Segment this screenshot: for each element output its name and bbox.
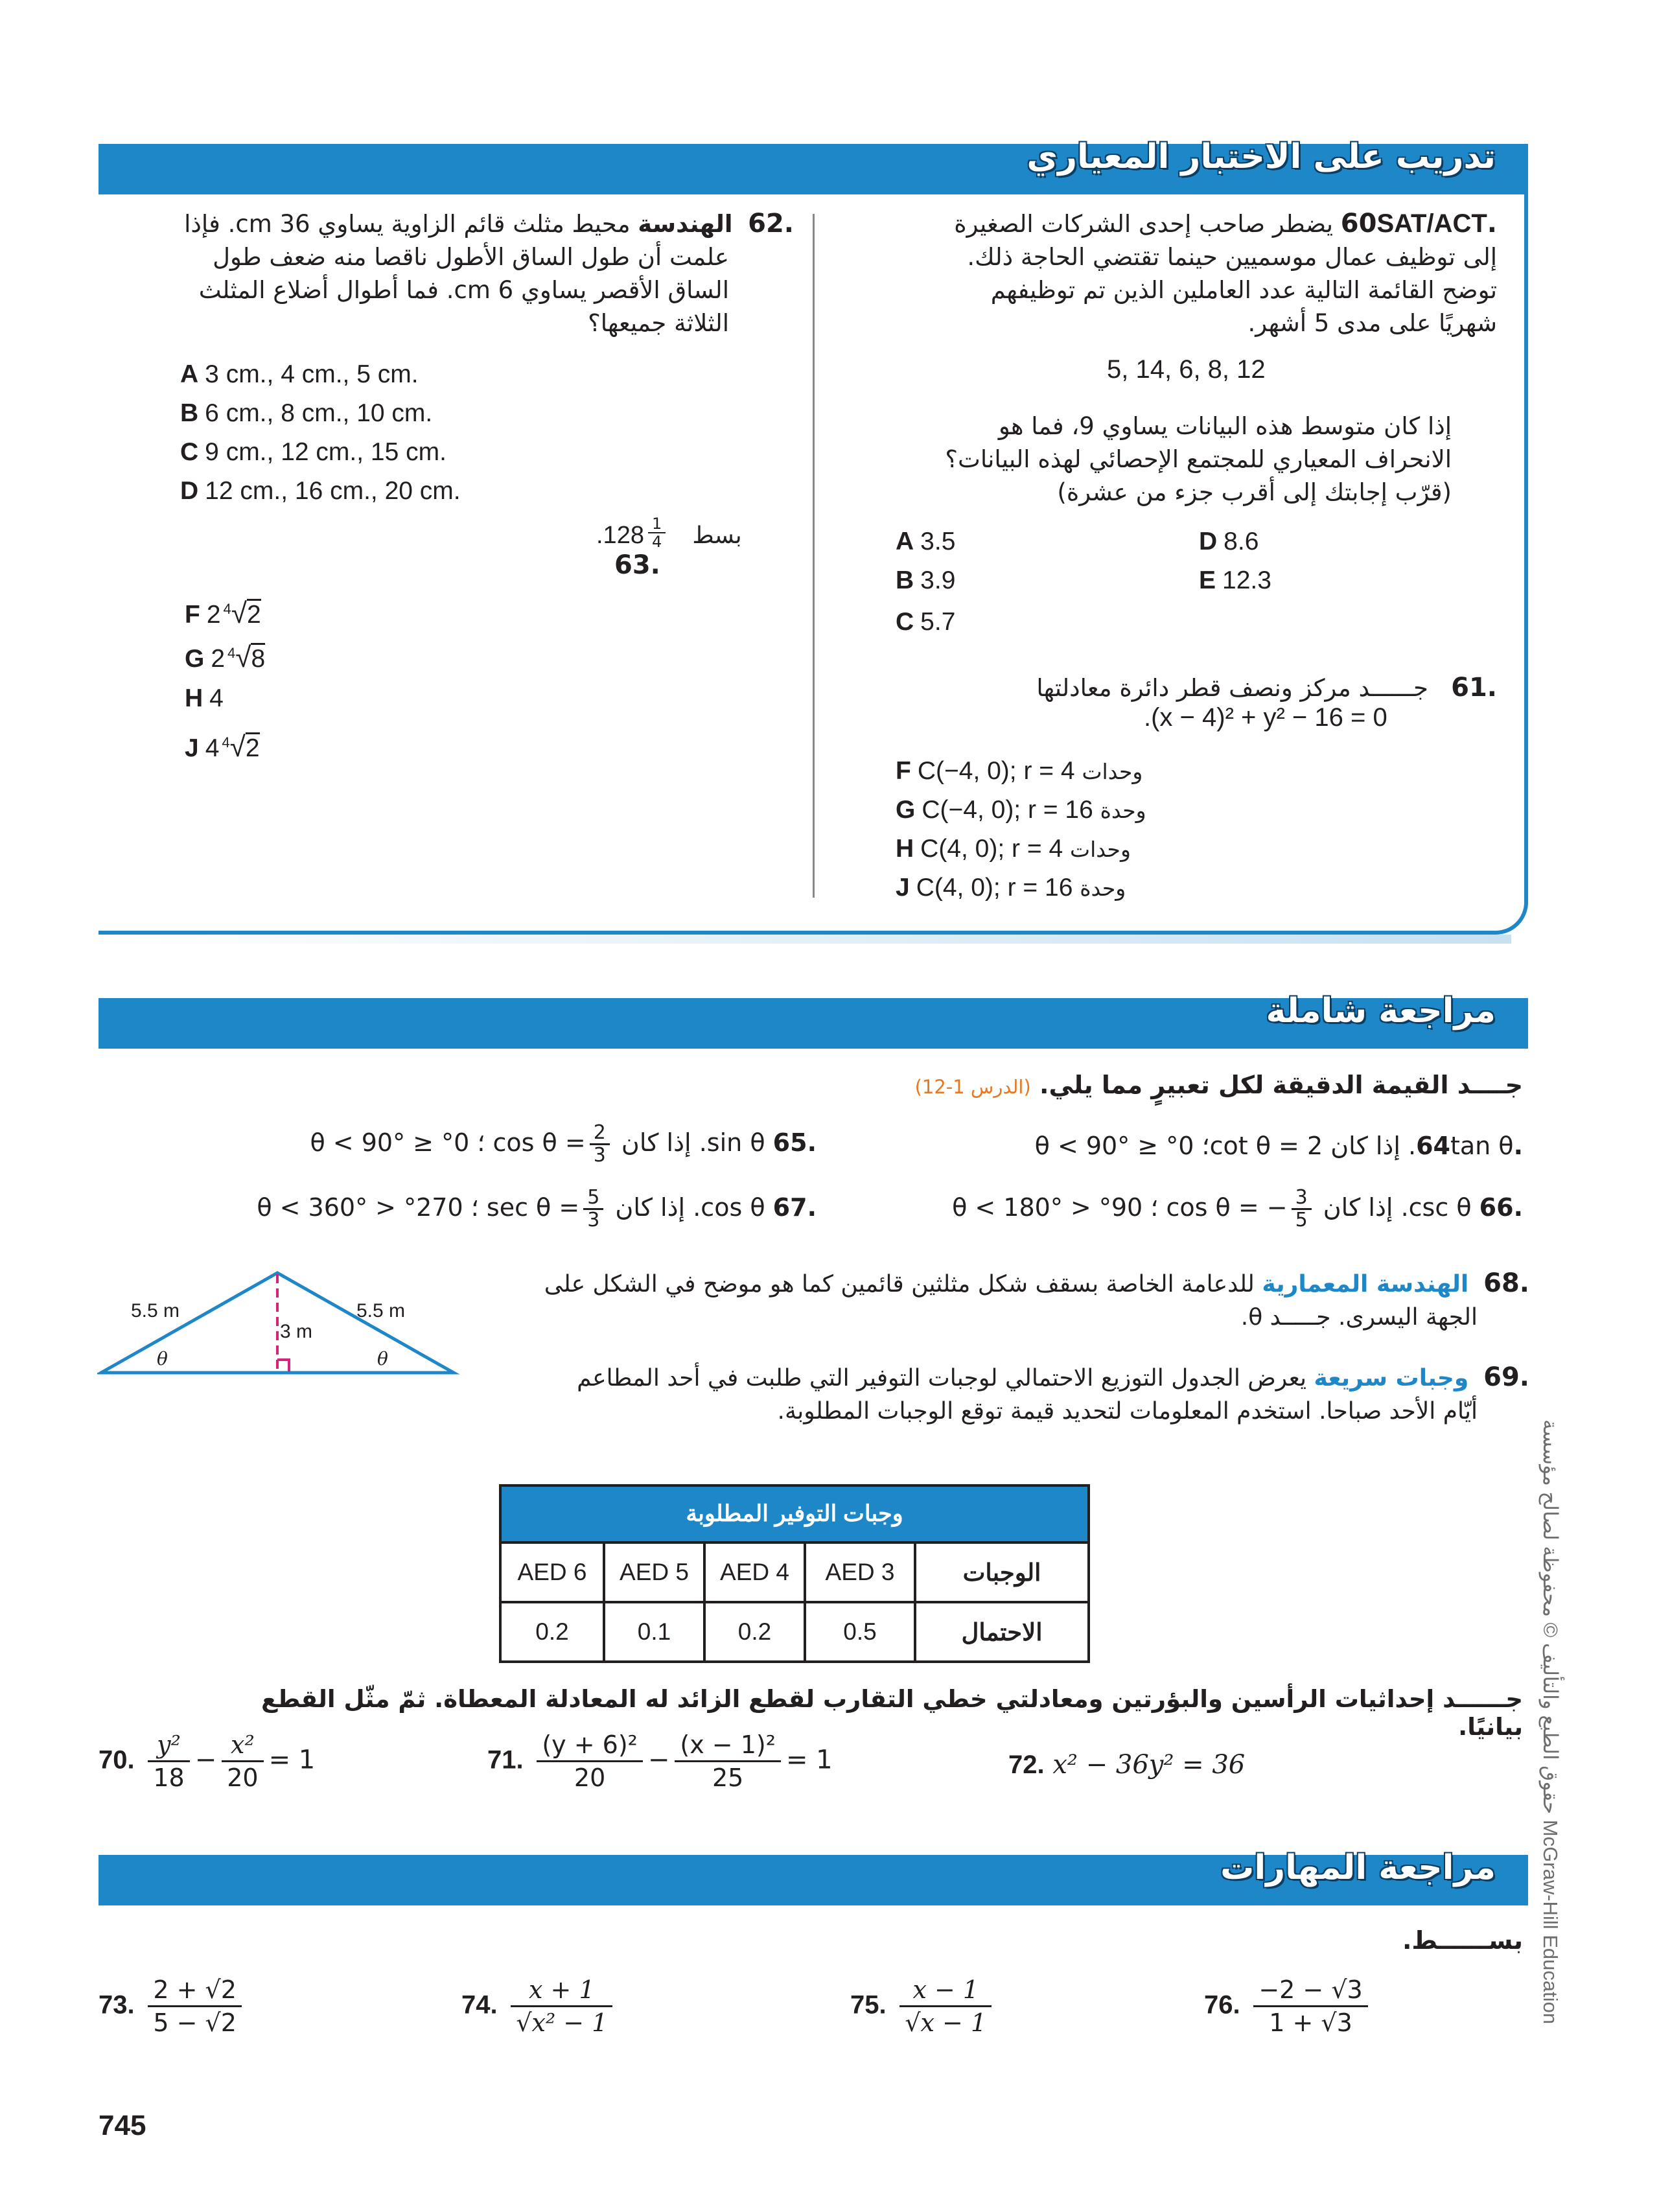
- q67-expr: [486, 1186, 607, 1231]
- column-divider: [813, 214, 815, 898]
- operator: −: [194, 1745, 217, 1775]
- q60-choice-b[interactable]: [896, 561, 955, 600]
- q60-question-line: (قرّب إجابتك إلى أقرب جزء من عشرة): [1057, 478, 1452, 506]
- q64-number: .64: [1416, 1132, 1523, 1160]
- q61-number: .61: [1451, 673, 1497, 703]
- choice-letter: A: [180, 360, 199, 388]
- radical-icon: √: [235, 642, 251, 673]
- instruction-text: جــــد القيمة الدقيقة لكل تعبيرٍ مما يلي.: [1039, 1071, 1523, 1099]
- choice-unit: وحدة: [1080, 876, 1126, 900]
- q62-number: .62: [748, 209, 794, 239]
- denominator: 18: [153, 1764, 185, 1792]
- table-cell: AED 5: [604, 1543, 704, 1602]
- choice-letter: H: [896, 835, 914, 863]
- table-cell: 0.5: [805, 1602, 915, 1662]
- table-title-row: [500, 1485, 1089, 1543]
- q60-line: يضطر صاحب إحدى الشركات الصغيرة: [954, 210, 1333, 238]
- coef: 4: [209, 684, 224, 712]
- denominator: 20: [574, 1764, 606, 1792]
- choice-letter: B: [180, 399, 199, 427]
- q60-line: شهريًا على مدى 5 أشهر.: [1247, 309, 1497, 337]
- q60-line: إلى توظيف عمال موسميين حينما تقتضي الحاجة ذلك.: [967, 243, 1497, 271]
- table-row-label: الوجبات: [915, 1543, 1089, 1602]
- q60-tag: SAT/ACT: [1376, 209, 1487, 238]
- hyperbola-instruction: جــــــد إحداثيات الرأسين والبؤرتين ومعادلتي خطي التقارب لقطع الزائد له المعادلة المعطاة. ثمّ مثّل القطع بيانيًا.: [261, 1685, 1523, 1741]
- height-label: 3 m: [280, 1321, 313, 1342]
- q65-func: sin θ.: [699, 1128, 765, 1157]
- q69-number: .69: [1483, 1362, 1529, 1392]
- q66-range: ؛ 90° < θ < 180°: [952, 1193, 1159, 1222]
- table-cell: AED 6: [500, 1543, 604, 1602]
- coef: 2: [211, 645, 226, 673]
- q62-line: الساق الأقصر يساوي 6 cm. فما أطوال أضلاع المثلث: [198, 276, 729, 304]
- choice-letter: H: [185, 684, 203, 712]
- lhs: sec θ =: [486, 1193, 580, 1222]
- choice-letter: F: [896, 757, 911, 785]
- q68-number: .68: [1483, 1268, 1529, 1298]
- q66-expr: [1166, 1186, 1315, 1231]
- numerator: (y + 6)²: [537, 1729, 643, 1762]
- angle-left-label: θ: [157, 1348, 168, 1369]
- choice-letter: D: [1199, 528, 1218, 555]
- q60-number: .60: [1340, 209, 1497, 239]
- q68: [505, 1267, 1529, 1334]
- choice-unit: وحدات: [1070, 837, 1131, 861]
- q69-line: أيّام الأحد صباحا. استخدم المعلومات لتحديد قيمة توقع الوجبات المطلوبة.: [777, 1398, 1478, 1425]
- angle-right-label: θ: [377, 1348, 388, 1369]
- q70: [99, 1729, 315, 1793]
- q63-choice-f[interactable]: [185, 590, 261, 634]
- numerator: x − 1: [899, 1974, 992, 2007]
- q60: [868, 207, 1497, 340]
- review-instruction: [842, 1071, 1523, 1099]
- numerator: x²: [222, 1729, 263, 1762]
- q62-line: الثلاثة جميعها؟: [588, 309, 729, 337]
- q73: [99, 1974, 247, 2038]
- q61-choice-g[interactable]: [896, 791, 1146, 830]
- right-angle-mark: [277, 1360, 289, 1371]
- fraction: [511, 1974, 612, 2038]
- q60-data: 5, 14, 6, 8, 12: [1107, 355, 1266, 384]
- root-index: 4: [223, 601, 231, 617]
- fraction: [583, 1187, 603, 1231]
- table-row: [500, 1602, 1089, 1662]
- q62-choice-a[interactable]: [180, 355, 419, 394]
- q75-number: 75.: [850, 1990, 887, 2020]
- choice-letter: G: [185, 645, 205, 673]
- fraction: [148, 1974, 242, 2038]
- q67-number: .67: [772, 1193, 817, 1222]
- rhs: = 1: [785, 1745, 833, 1775]
- q60-question-line: الانحراف المعياري للمجتمع الإحصائي لهذه البيانات؟: [945, 445, 1452, 473]
- choice-value: 6 cm., 8 cm., 10 cm.: [205, 399, 433, 427]
- roof-truss-diagram: [97, 1264, 460, 1380]
- fraction: [222, 1729, 263, 1793]
- q61-equation: .(x − 4)² + y² − 16 = 0: [1144, 703, 1387, 732]
- q65-range: ؛ 0° ≤ θ < 90°: [310, 1128, 485, 1157]
- numerator: 5: [583, 1187, 603, 1210]
- q63-exponent: [648, 515, 666, 550]
- choice-letter: D: [180, 477, 199, 505]
- fraction: [675, 1729, 781, 1793]
- choice-value: C(4, 0); r = 4: [920, 835, 1063, 863]
- lesson-ref: (الدرس 1-12): [914, 1076, 1031, 1098]
- choice-value: 8.6: [1224, 528, 1259, 555]
- q71-number: 71.: [487, 1745, 524, 1775]
- q67-cond: إذا كان: [615, 1193, 686, 1222]
- lhs: cos θ = −: [1166, 1193, 1288, 1222]
- q64: [972, 1132, 1523, 1160]
- q65-expr: [493, 1121, 614, 1167]
- q74: [461, 1974, 618, 2038]
- radicand: 2: [247, 599, 261, 629]
- q68-keyword: الهندسة المعمارية: [1262, 1271, 1469, 1298]
- q63-base: .128: [596, 522, 644, 549]
- q63-text: بسط: [692, 522, 742, 549]
- q61-text: جــــــد مركز ونصف قطر دائرة معادلتها: [1036, 674, 1428, 702]
- q60-choice-d[interactable]: [1199, 522, 1259, 561]
- q66-func: csc θ.: [1400, 1193, 1472, 1222]
- lhs: cos θ =: [493, 1128, 586, 1157]
- fraction: [537, 1729, 643, 1793]
- numerator: 3: [1292, 1187, 1312, 1210]
- radicand: 2: [246, 732, 260, 762]
- q72: [1008, 1750, 1245, 1780]
- operator: −: [647, 1745, 670, 1775]
- q75: [850, 1974, 997, 2038]
- q62-choice-b[interactable]: [180, 394, 432, 433]
- numerator: 2: [590, 1123, 610, 1145]
- table-cell: AED 3: [805, 1543, 915, 1602]
- table-cell: 0.2: [704, 1602, 805, 1662]
- radicand: 8: [251, 643, 265, 673]
- q66-cond: إذا كان: [1323, 1193, 1393, 1222]
- q60-choice-a[interactable]: [896, 522, 955, 561]
- fraction: [1253, 1974, 1367, 2038]
- fraction: [148, 1729, 189, 1793]
- right-side-label: 5.5 m: [356, 1300, 406, 1321]
- skills-instruction: بســــــط.: [1402, 1926, 1523, 1955]
- page-number: 745: [99, 2110, 146, 2141]
- table-cell: AED 4: [704, 1543, 805, 1602]
- numerator: 2 + √2: [148, 1974, 242, 2007]
- skills-title: مراجعة المهارات: [1220, 1848, 1496, 1887]
- q63-choice-g[interactable]: [185, 634, 265, 679]
- q67: [194, 1187, 817, 1231]
- meal-probability-table: [499, 1484, 1090, 1663]
- choice-letter: J: [896, 874, 910, 902]
- exp-num: 1: [648, 515, 666, 533]
- fraction: [1292, 1187, 1312, 1231]
- box-shadow: [99, 935, 1511, 944]
- q62: [162, 207, 794, 340]
- table-row: [500, 1543, 1089, 1602]
- q73-number: 73.: [99, 1990, 135, 2020]
- q60-choice-c[interactable]: [896, 603, 955, 642]
- choice-value: C(4, 0); r = 16: [916, 874, 1073, 902]
- choice-value: 12 cm., 16 cm., 20 cm.: [205, 477, 461, 505]
- q62-keyword: الهندسة: [638, 210, 733, 238]
- rhs: = 1: [268, 1745, 316, 1775]
- denominator: 3: [587, 1209, 600, 1231]
- q65-cond: إذا كان: [621, 1128, 691, 1157]
- q60-line: توضح القائمة التالية عدد العاملين الذين تم توظيفهم: [990, 276, 1497, 304]
- q61: [972, 671, 1497, 704]
- q60-question-line: إذا كان متوسط هذه البيانات يساوي 9، فما هو: [998, 412, 1452, 440]
- q72-expr: x² − 36y² = 36: [1052, 1750, 1246, 1780]
- q76-number: 76.: [1204, 1990, 1240, 2020]
- q60-question: [868, 410, 1452, 509]
- choice-value: C(−4, 0); r = 16: [922, 796, 1093, 824]
- q61-choice-j[interactable]: [896, 868, 1126, 908]
- q63-number: .63: [614, 550, 660, 580]
- denominator: 5: [1295, 1209, 1308, 1231]
- choice-value: 3.5: [920, 528, 956, 555]
- exp-den: 4: [651, 533, 662, 551]
- choice-unit: وحدة: [1100, 798, 1146, 822]
- q71: [487, 1729, 833, 1793]
- q70-number: 70.: [99, 1745, 135, 1775]
- table-title: وجبات التوفير المطلوبة: [500, 1485, 1089, 1543]
- fraction: [590, 1123, 610, 1166]
- q67-range: ؛ 270° < θ < 360°: [257, 1193, 479, 1222]
- q76: [1204, 1974, 1373, 2038]
- choice-letter: B: [896, 566, 914, 594]
- root-index: 4: [227, 645, 236, 661]
- choice-value: 3 cm., 4 cm., 5 cm.: [205, 360, 419, 388]
- numerator: −2 − √3: [1253, 1974, 1367, 2007]
- skills-banner: [99, 1848, 1528, 1905]
- choice-letter: E: [1199, 566, 1216, 594]
- q61-choice-h[interactable]: [896, 830, 1131, 869]
- denominator: √x − 1: [905, 2008, 987, 2037]
- q60-choice-e[interactable]: [1199, 561, 1271, 600]
- q67-func: cos θ.: [693, 1193, 765, 1222]
- numerator: x + 1: [511, 1974, 612, 2007]
- numerator: (x − 1)²: [675, 1729, 781, 1762]
- root-index: 4: [222, 734, 230, 751]
- choice-value: 12.3: [1222, 566, 1271, 594]
- q61-choice-f[interactable]: [896, 752, 1143, 791]
- standardized-banner: [99, 137, 1528, 194]
- q62-choice-d[interactable]: [180, 472, 461, 511]
- choice-letter: A: [896, 528, 914, 555]
- q66: [842, 1187, 1523, 1231]
- q62-choice-c[interactable]: [180, 433, 447, 472]
- q66-number: .66: [1479, 1193, 1523, 1222]
- q68-line: الجهة اليسرى. جـــــد θ.: [1240, 1304, 1478, 1331]
- q69-line: يعرض الجدول التوزيع الاحتمالي لوجبات التوفير التي طلبت في أحد المطاعم: [577, 1365, 1307, 1391]
- q63-choice-j[interactable]: [185, 723, 260, 768]
- q63: [596, 515, 791, 580]
- numerator: y²: [148, 1729, 189, 1762]
- fraction: [899, 1974, 992, 2038]
- q64-text: tan θ. إذا كان cot θ = 2؛ 0° ≤ θ < 90°: [1034, 1132, 1514, 1160]
- review-title: مراجعة شاملة: [1266, 992, 1496, 1030]
- denominator: 20: [227, 1764, 259, 1792]
- q62-line: علمت أن طول الساق الأطول ناقصا منه ضعف طول: [213, 243, 729, 271]
- q69: [505, 1361, 1529, 1428]
- choice-letter: J: [185, 734, 199, 762]
- denominator: 3: [593, 1144, 606, 1167]
- radical-icon: √: [229, 731, 246, 763]
- choice-letter: G: [896, 796, 916, 824]
- table-cell: 0.2: [500, 1602, 604, 1662]
- coef: 4: [205, 734, 220, 762]
- q69-keyword: وجبات سريعة: [1314, 1365, 1469, 1391]
- choice-value: 9 cm., 12 cm., 15 cm.: [205, 438, 447, 466]
- table-cell: 0.1: [604, 1602, 704, 1662]
- standardized-title: تدريب على الاختبار المعياري: [1027, 137, 1496, 176]
- choice-letter: F: [185, 601, 200, 629]
- radical-icon: √: [231, 598, 247, 629]
- denominator: √x² − 1: [516, 2008, 608, 2037]
- choice-letter: C: [180, 438, 199, 466]
- left-side-label: 5.5 m: [131, 1300, 180, 1321]
- q63-choice-h[interactable]: [185, 679, 224, 718]
- q68-line: للدعامة الخاصة بسقف شكل مثلثين قائمين كما هو موضح في الشكل على: [544, 1271, 1255, 1298]
- table-row-label: الاحتمال: [915, 1602, 1089, 1662]
- q72-number: 72.: [1008, 1751, 1045, 1779]
- denominator: 25: [712, 1764, 744, 1792]
- q65-number: .65: [772, 1128, 817, 1157]
- copyright-text: حقوق الطبع والتأليف © محفوظة لصالح مؤسسة McGraw-Hill Education: [1539, 1419, 1562, 2025]
- coef: 2: [206, 601, 221, 629]
- denominator: 5 − √2: [153, 2008, 237, 2037]
- choice-value: 5.7: [920, 608, 956, 636]
- q62-line: محيط مثلث قائم الزاوية يساوي 36 cm. فإذا: [184, 210, 631, 238]
- choice-letter: C: [896, 608, 914, 636]
- q74-number: 74.: [461, 1990, 498, 2020]
- choice-unit: وحدات: [1082, 760, 1143, 784]
- choice-value: 3.9: [920, 566, 956, 594]
- review-banner: [99, 992, 1528, 1049]
- denominator: 1 + √3: [1269, 2008, 1352, 2037]
- choice-value: C(−4, 0); r = 4: [917, 757, 1075, 785]
- q65: [259, 1123, 817, 1166]
